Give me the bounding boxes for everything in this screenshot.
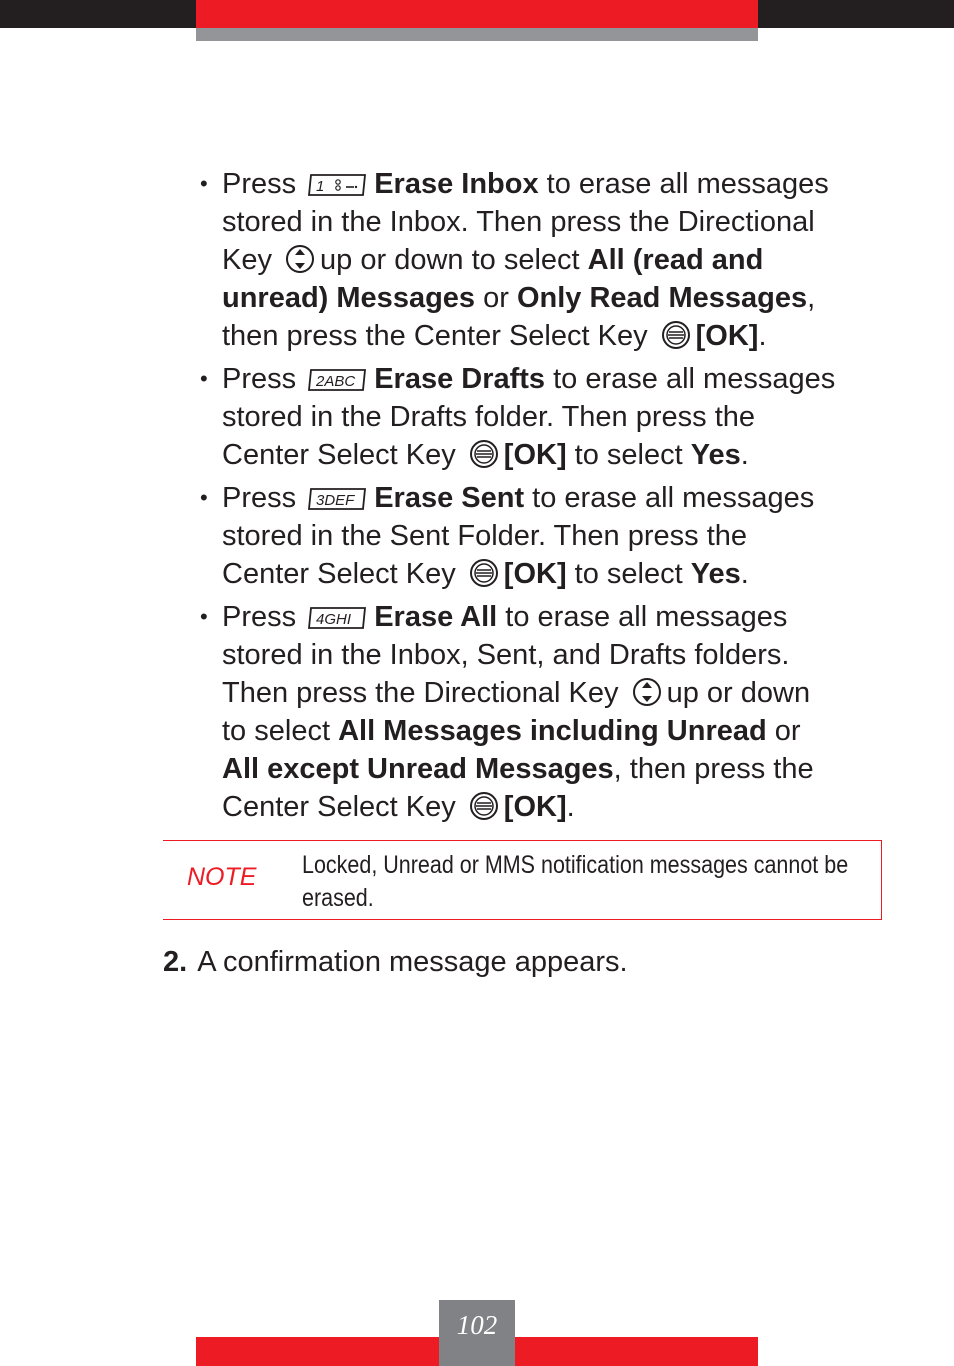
key-3-def-icon	[308, 487, 368, 511]
header-accent-gray	[196, 28, 758, 41]
directional-key-icon	[284, 243, 316, 275]
step-number: 2.	[163, 946, 188, 978]
key-1-voicemail-icon	[308, 173, 368, 197]
note-text: Locked, Unread or MMS notification messages cannot be erased.	[302, 851, 849, 912]
center-select-key-icon	[660, 319, 692, 351]
bullet-erase-all: • Press 4GHI Erase All to erase all messages stored in the Inbox, Sent, and Drafts folders. Then press the Directional Key up or down to select All Messages including Unread or All except Unread Messages, then press the Center Select Key [OK].	[200, 598, 890, 826]
svg-text:4GHI: 4GHI	[316, 611, 352, 628]
bullet-dot: •	[200, 604, 208, 629]
center-select-key-icon	[468, 438, 500, 470]
bullet-erase-inbox: • Press 1 Erase Inbox to erase all messages stored in the Inbox. Then press the Directional Key up or down to select All (read and unread) Messages or Only Read Messages, then press the Center Select Key [OK].	[200, 165, 890, 355]
key-2-abc-icon	[308, 368, 368, 392]
header-accent-red	[196, 0, 758, 28]
directional-key-icon	[631, 676, 663, 708]
note-box	[163, 840, 882, 920]
page-number-box	[439, 1300, 515, 1366]
svg-text:2ABC: 2ABC	[316, 373, 356, 390]
bullet-dot: •	[200, 366, 208, 391]
bullet-dot: •	[200, 485, 208, 510]
step-2	[163, 942, 628, 982]
svg-text:3DEF: 3DEF	[316, 492, 355, 509]
bullet-erase-sent: • Press 3DEF Erase Sent to erase all messages stored in the Sent Folder. Then press the Center Select Key [OK] to select Yes.	[200, 479, 890, 593]
center-select-key-icon	[468, 557, 500, 589]
page-number: 102	[456, 1310, 498, 1340]
step-text: A confirmation message appears.	[197, 946, 628, 978]
note-label: NOTE	[187, 863, 257, 891]
bullet-list	[200, 165, 890, 831]
bullet-erase-drafts: • Press 2ABC Erase Drafts to erase all messages stored in the Drafts folder. Then press the Center Select Key [OK] to select Yes.	[200, 360, 890, 474]
svg-text:1: 1	[316, 178, 325, 195]
center-select-key-icon	[468, 790, 500, 822]
key-4-ghi-icon	[308, 606, 368, 630]
bullet-dot: •	[200, 171, 208, 196]
